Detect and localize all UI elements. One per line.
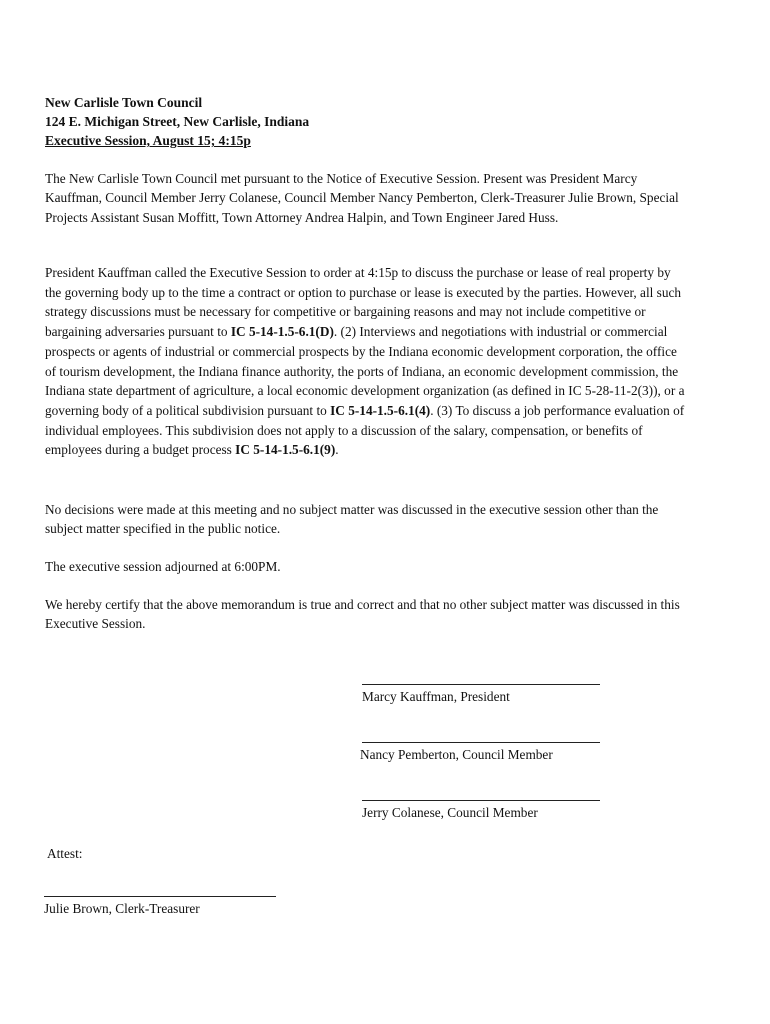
council-name: New Carlisle Town Council (45, 95, 203, 110)
signatory-name: Julie Brown, Clerk-Treasurer (44, 901, 200, 916)
certification-paragraph: We hereby certify that the above memorandum is true and correct and that no other subject matter was discussed in this Executive Session. (45, 597, 680, 632)
attendance-paragraph: The New Carlisle Town Council met pursuant to the Notice of Executive Session. Present was President Marcy Kauffman, Council Member Jerry Colanese, Council Member Nancy Pemberton, Clerk-Treasurer Julie Brown, Special Projects Assistant Susan Moffitt, Town Attorney Andrea Halpin, and Town Engineer Jared Huss. (45, 171, 679, 225)
signature-line (362, 684, 600, 685)
signature-line (362, 742, 600, 743)
signatory-name: Jerry Colanese, Council Member (362, 805, 538, 820)
signature-block-pemberton (360, 742, 600, 763)
signature-line (44, 896, 276, 897)
purpose-text-2: . (2) Interviews and negotiations with industrial or commercial prospects or agents of industrial or commercial prospects by the Indiana economic development corporation, the office of tourism development, the Indiana finance authority, the ports of Indiana, an economic development commission, the Indiana state department of agriculture, a local economic development organization (as defined in IC 5-28-11-2(3)), or a governing body of a political subdivision pursuant to (45, 324, 685, 418)
adjournment-paragraph: The executive session adjourned at 6:00PM. (45, 559, 281, 574)
statute-citation-3: IC 5-14-1.5-6.1(9) (235, 442, 336, 458)
signature-line (362, 800, 600, 801)
signature-block-president (362, 684, 602, 705)
session-title: Executive Session, August 15; 4:15p (45, 133, 251, 148)
attest-label: Attest: (47, 846, 83, 861)
signature-block-colanese (362, 800, 602, 821)
statute-citation-2: IC 5-14-1.5-6.1(4) (330, 402, 431, 418)
document-header (45, 93, 685, 150)
statute-citation-1: IC 5-14-1.5-6.1(D) (230, 324, 334, 340)
signatory-name: Nancy Pemberton, Council Member (360, 747, 553, 762)
purpose-text-3: . (3) To discuss a job performance evaluation of individual employees. This subdivision does not apply to a discussion of the salary, compensation, or benefits of employees during a budget process (45, 402, 685, 458)
council-address: 124 E. Michigan Street, New Carlisle, Indiana (45, 114, 310, 129)
decisions-paragraph: No decisions were made at this meeting and no subject matter was discussed in the executive session other than the subject matter specified in the public notice. (45, 502, 659, 537)
signatory-name: Marcy Kauffman, President (362, 689, 510, 704)
purpose-text-4: . (335, 442, 339, 458)
purpose-paragraph (45, 263, 685, 460)
purpose-text-1: President Kauffman called the Executive Session to order at 4:15p to discuss the purchase or lease of real property by the governing body up to the time a contract or option to purchase or lease is executed by the parties. However, all such strategy discussions must be necessary for competitive or bargaining reasons and may not include competitive or bargaining adversaries pursuant to (45, 265, 682, 340)
signature-block-clerk (44, 896, 284, 917)
